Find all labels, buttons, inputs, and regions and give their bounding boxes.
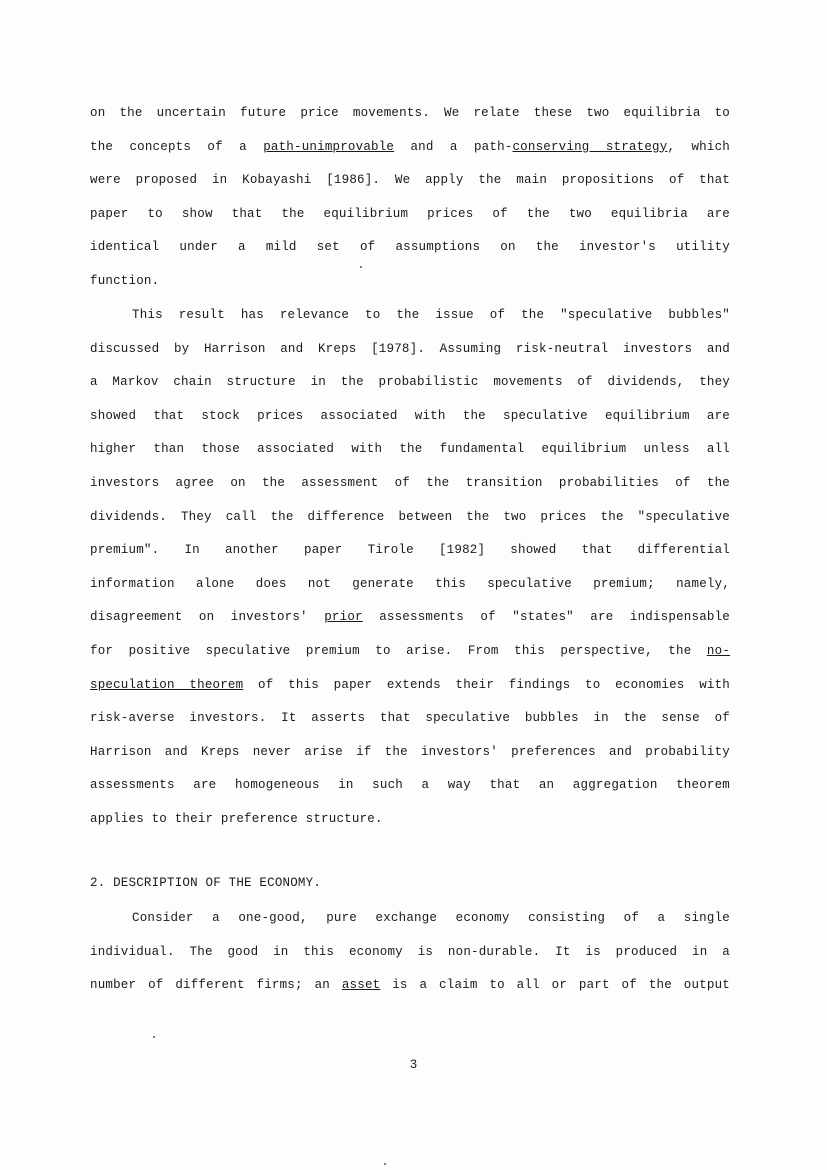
text-segment: a Markov chain structure in the probabilistic movements of dividends, they [90, 375, 730, 390]
text-segment: the concepts of a [90, 139, 264, 154]
text-segment: number of different firms; an [90, 978, 342, 993]
text-segment: Consider a one-good, pure exchange economy consisting of a single [132, 911, 730, 925]
text-segment: individual. The good in this economy is non-durable. It is produced in a [90, 944, 730, 959]
text-line [90, 237, 730, 257]
text-line [90, 473, 730, 493]
scan-speck [384, 1163, 386, 1165]
text-segment: dividends. They call the difference between the two prices the "speculative [90, 509, 730, 524]
text-segment: paper to show that the equilibrium prices of the two equilibria are [90, 206, 730, 221]
text-segment: assessments are homogeneous in such a way that an aggregation theorem [90, 778, 730, 793]
text-segment: discussed by Harrison and Kreps [1978]. Assuming risk-neutral investors and [90, 341, 730, 356]
text-line [90, 439, 730, 459]
text-segment: risk-averse investors. It asserts that speculative bubbles in the sense of [90, 711, 730, 726]
text-segment: information alone does not generate this speculative premium; namely, [90, 576, 730, 591]
text-line [90, 204, 730, 224]
text-line [90, 103, 730, 123]
underlined-term: speculation theorem [90, 677, 244, 692]
text-line [90, 170, 730, 190]
text-segment: function. [90, 274, 160, 288]
text-line [90, 540, 730, 560]
text-line [90, 742, 730, 762]
text-segment: for positive speculative premium to arise. From this perspective, the [90, 644, 707, 658]
text-segment: assessments of "states" are indispensable [362, 610, 730, 625]
text-line [90, 372, 730, 392]
text-line [90, 137, 730, 157]
text-segment: This result has relevance to the issue of the "speculative bubbles" [132, 308, 730, 322]
text-line [90, 406, 730, 426]
text-line [90, 708, 730, 728]
section-heading: 2. DESCRIPTION OF THE ECONOMY. [90, 876, 322, 890]
text-segment: and a path- [394, 139, 513, 154]
text-segment: , which [667, 139, 730, 154]
text-line [90, 607, 730, 627]
text-segment: Harrison and Kreps never arise if the investors' preferences and probability [90, 744, 730, 759]
text-line [90, 975, 730, 995]
text-segment: of this paper extends their findings to economies with [243, 677, 730, 692]
text-line [90, 574, 730, 594]
text-line [90, 908, 730, 928]
text-line [90, 675, 730, 695]
text-segment: were proposed in Kobayashi [1986]. We apply the main propositions of that [90, 173, 730, 188]
scan-speck [153, 1036, 155, 1038]
underlined-term: conserving strategy [512, 139, 668, 154]
text-line [90, 305, 730, 325]
underlined-term: asset [341, 978, 381, 993]
underlined-term: path-unimprovable [263, 139, 395, 154]
text-segment: investors agree on the assessment of the transition probabilities of the [90, 476, 730, 490]
text-segment: higher than those associated with the fundamental equilibrium unless all [90, 442, 730, 457]
text-line [90, 339, 730, 359]
text-line [90, 271, 730, 291]
text-segment: applies to their preference structure. [90, 812, 383, 826]
text-segment: is a claim to all or part of the output [380, 978, 730, 993]
text-segment: premium". In another paper Tirole [1982] showed that differential [90, 543, 730, 558]
text-segment: on the uncertain future price movements. We relate these two equilibria to [90, 106, 730, 120]
underlined-term: prior [324, 610, 363, 625]
text-segment: showed that stock prices associated with the speculative equilibrium are [90, 408, 730, 423]
text-line [90, 641, 730, 661]
scan-speck [360, 266, 362, 268]
text-line [90, 942, 730, 962]
underlined-term: no- [706, 644, 730, 658]
text-segment: identical under a mild set of assumptions on the investor's utility [90, 240, 730, 255]
text-line [90, 809, 730, 829]
text-line [90, 775, 730, 795]
text-segment: disagreement on investors' [90, 610, 325, 625]
page-number: 3 [409, 1058, 418, 1072]
text-line [90, 507, 730, 527]
